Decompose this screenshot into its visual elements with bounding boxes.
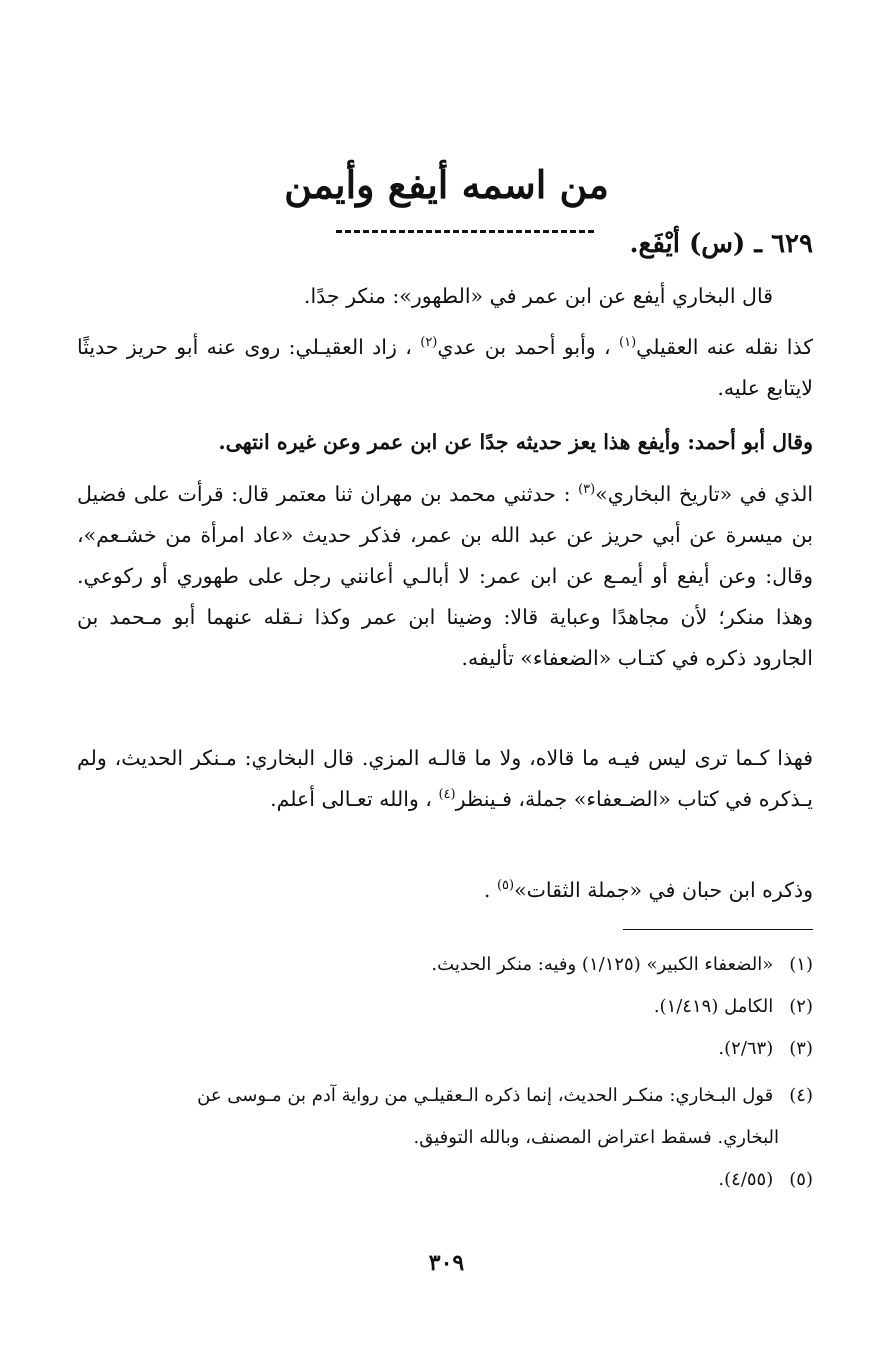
footnote-ref: (٣)	[578, 482, 596, 498]
entry-name: (س) أيْفَع.	[629, 229, 746, 259]
footnote-number: (٣)	[789, 1038, 813, 1059]
paragraph-text: .	[483, 878, 497, 902]
paragraph-text: فهذا كـما ترى ليس فيـه ما قالاه، ولا ما قالـه المزي. قال البخاري: مـنكر الحديث، ولم يـذكره في كتاب «الضـعفاء» جملة، فـينظر	[77, 746, 813, 811]
paragraph-text: كذا نقله عنه العقيلي	[636, 335, 813, 359]
paragraph-3	[77, 422, 813, 463]
footnote-3	[77, 1028, 813, 1070]
paragraph-4	[77, 474, 813, 679]
paragraph-text: وقال أبو أحمد: وأيفع هذا يعز حديثه جدًا عن ابن عمر وعن غيره انتهى.	[218, 430, 813, 454]
page-number: ٣٠٩	[428, 1250, 465, 1276]
paragraph-text: ، وأبو أحمد بن عدي	[437, 335, 620, 359]
paragraph-text: ، زاد العقيـلي: روى عنه أبو حريز حديثًا لايتابع عليه.	[77, 335, 813, 400]
paragraph-2	[77, 327, 813, 409]
title-dashed-rule	[336, 230, 594, 233]
footnote-2	[77, 986, 813, 1028]
footnote-number: (٤)	[789, 1085, 813, 1106]
footnote-ref: (١)	[619, 335, 637, 351]
paragraph-5	[77, 738, 813, 820]
footnote-number: (١)	[789, 954, 813, 975]
footnote-ref: (٢)	[420, 335, 438, 351]
footnote-separator	[623, 929, 813, 930]
paragraph-text: وذكره ابن حبان في «جملة الثقات»	[514, 878, 813, 902]
footnote-4-continuation	[77, 1117, 813, 1159]
footnote-text: (٢/٦٣).	[718, 1038, 774, 1059]
paragraph-text: الذي في «تاريخ البخاري»	[595, 482, 814, 506]
entry-number: ٦٢٩ ـ	[754, 229, 813, 259]
paragraph-text: قال البخاري أيفع عن ابن عمر في «الطهور»: منكر جدًا.	[303, 284, 773, 308]
footnote-text: (٤/٥٥).	[718, 1169, 774, 1190]
footnote-text: قول البـخاري: منكـر الحديث، إنما ذكره الـعقيلـي من رواية آدم بن مـوسى عن	[197, 1085, 774, 1106]
footnote-text: الكامل (١/٤١٩).	[653, 996, 774, 1017]
footnote-number: (٢)	[789, 996, 813, 1017]
footnote-text: البخاري. فسقط اعتراض المصنف، وبالله التوفيق.	[413, 1127, 779, 1148]
paragraph-text: ، والله تعـالى أعلم.	[270, 787, 439, 811]
paragraph-6	[77, 870, 813, 911]
footnote-5	[77, 1159, 813, 1201]
entry-heading	[629, 224, 813, 264]
footnote-text: «الضعفاء الكبير» (١/١٢٥) وفيه: منكر الحديث.	[431, 954, 774, 975]
paragraph-1	[77, 276, 813, 317]
footnote-number: (٥)	[789, 1169, 813, 1190]
chapter-title: من اسمه أيفع وأيمن	[284, 162, 609, 207]
footnote-ref: (٤)	[438, 787, 456, 803]
footnote-4	[77, 1075, 813, 1117]
paragraph-text: : حدثني محمد بن مهران ثنا معتمر قال: قرأت على فضيل بن ميسرة عن أبي حريز عن عبد الله بن عمر، فذكر حديث «عاد امرأة من خشـعم»، وقال: وعن أيفع أو أيمـع عن ابن عمر: لا أبالـي أعانني رجل على طهوري أو ركوعي. وهذا منكر؛ لأن مجاهدًا وعباية قالا: وضينا ابن عمر وكذا نـقله عنهما أبو مـحمد بن الجارود ذكره في كتـاب «الضعفاء» تأليفه.	[77, 482, 813, 670]
footnote-1	[77, 944, 813, 986]
footnote-ref: (٥)	[496, 878, 515, 894]
